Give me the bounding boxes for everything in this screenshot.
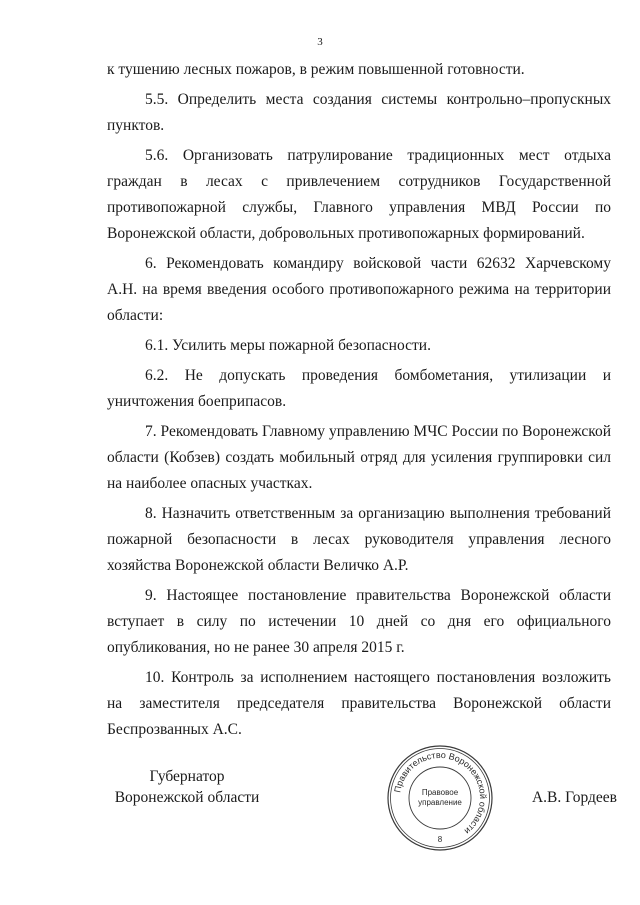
page-number: 3 (317, 36, 323, 48)
paragraph-5-6: 5.6. Организовать патрулирование традиционных мест отдыха граждан в лесах с привлечением сотрудников Государственной противопожарной службы, Главного управления МВД России по Воронежской области, добровольных противопожарных формирований. (107, 147, 611, 242)
official-seal-icon (384, 742, 496, 854)
seal-center-line2: управление (418, 798, 462, 807)
paragraph-8: 8. Назначить ответственным за организацию выполнения требований пожарной безопасности в лесах руководителя управления лесного хозяйства Воронежской области Величко А.Р. (107, 505, 611, 574)
signatory-title (107, 766, 267, 808)
seal-number: 8 (437, 835, 443, 844)
paragraph-7: 7. Рекомендовать Главному управлению МЧС России по Воронежской области (Кобзев) создать мобильный отряд для усиления группировки сил на наиболее опасных участках. (107, 423, 611, 492)
seal-center-line1: Правовое (421, 788, 459, 797)
paragraph-6-2: 6.2. Не допускать проведения бомбометания, утилизации и уничтожения боеприпасов. (107, 367, 611, 410)
paragraph-5-5: 5.5. Определить места создания системы контрольно–пропускных пунктов. (107, 91, 611, 134)
signatory-name: А.В. Гордеев (531, 789, 617, 806)
paragraph-6: 6. Рекомендовать командиру войсковой части 62632 Харчевскому А.Н. на время введения особого противопожарного режима на территории области: (107, 255, 611, 324)
document-body (107, 57, 611, 747)
signature-block (107, 749, 617, 844)
signatory-title-line2: Воронежской области (114, 789, 260, 806)
paragraph-9: 9. Настоящее постановление правительства Воронежской области вступает в силу по истечении 10 дней со дня его официального опубликования, но не ранее 30 апреля 2015 г. (107, 587, 611, 656)
seal-ring-text: Правительство Воронежской области (392, 749, 489, 837)
paragraph-continuation: к тушению лесных пожаров, в режим повышенной готовности. (107, 61, 525, 78)
paragraph-10: 10. Контроль за исполнением настоящего постановления возложить на заместителя председателя правительства Воронежской области (107, 669, 611, 712)
signatory-title-line1: Губернатор (149, 768, 225, 785)
paragraph-6-1: 6.1. Усилить меры пожарной безопасности. (145, 337, 431, 354)
paragraph-10-end: Беспрозванных А.С. (107, 721, 242, 738)
